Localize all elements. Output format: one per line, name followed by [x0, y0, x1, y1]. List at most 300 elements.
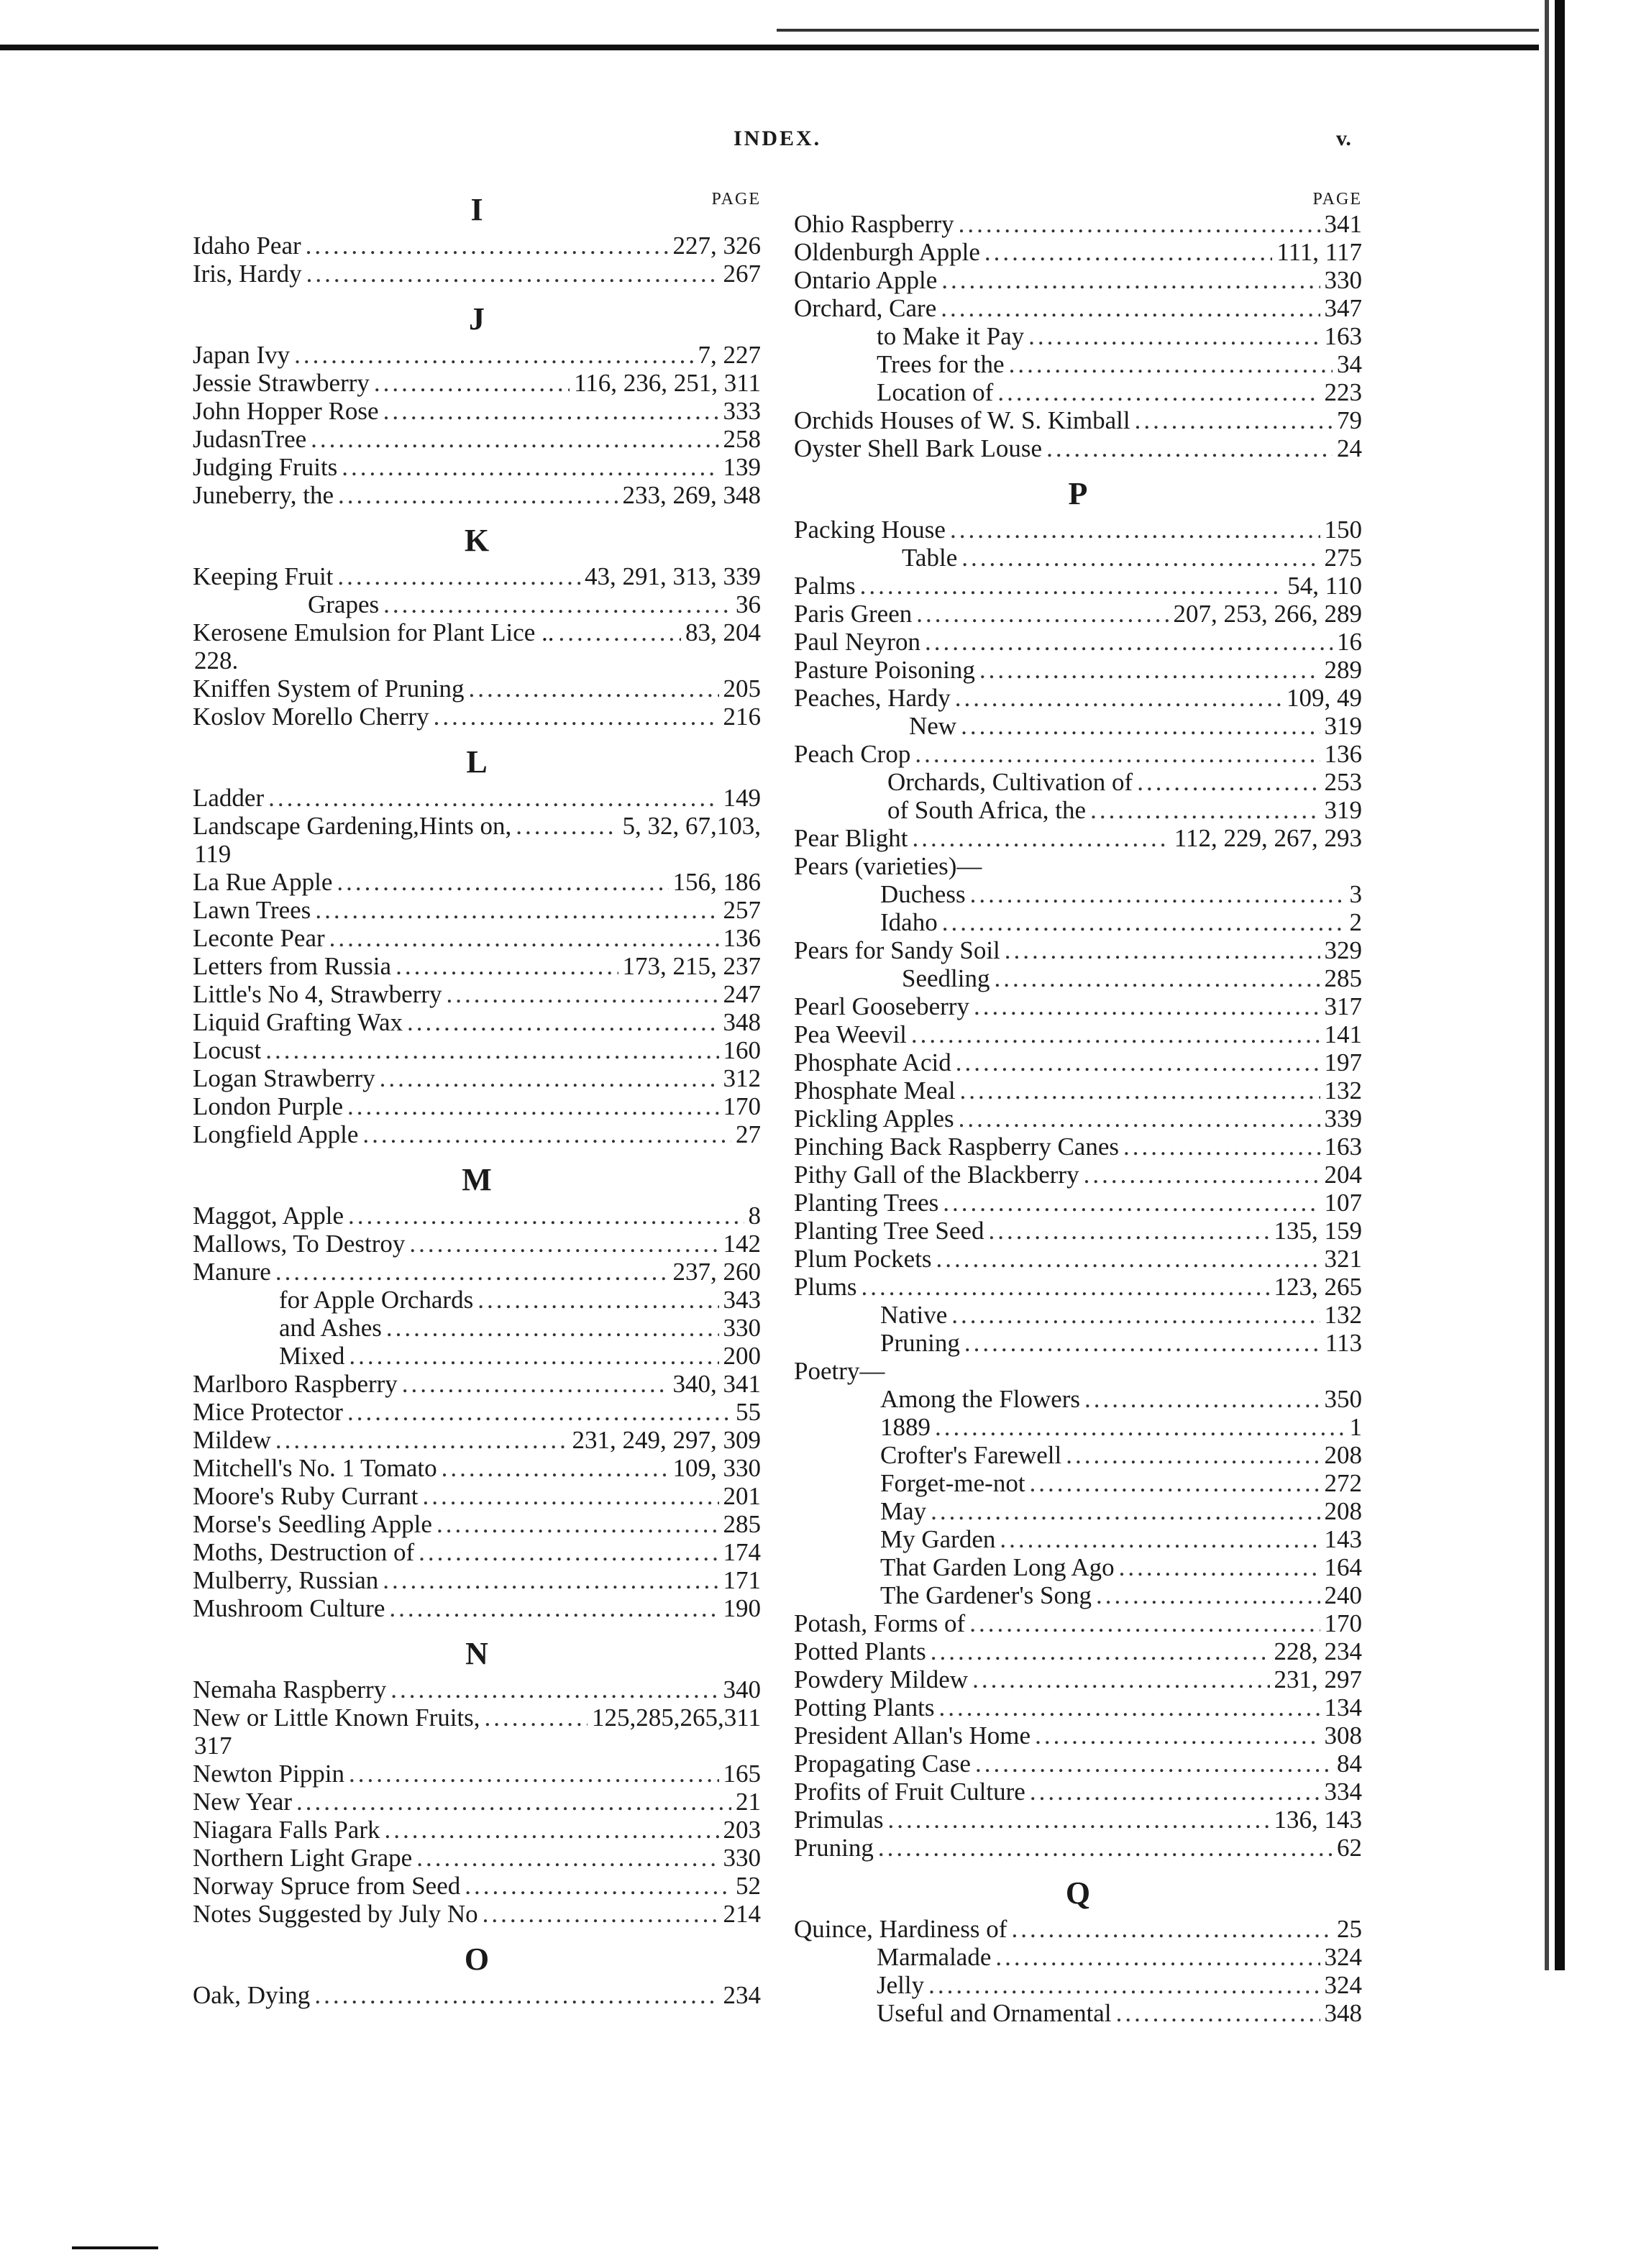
entry-pages: 107	[1324, 1189, 1362, 1217]
index-entry	[193, 1370, 761, 1398]
index-entry	[193, 1482, 761, 1510]
entry-pages: 125,285,265,311	[592, 1704, 761, 1732]
entry-name: New or Little Known Fruits,	[193, 1704, 480, 1732]
entry-name: Among the Flowers	[880, 1385, 1081, 1413]
section-letter: N	[465, 1636, 488, 1671]
leader-dots	[975, 1750, 1333, 1778]
entry-name: Pruning	[794, 1834, 874, 1862]
leader-dots	[887, 1806, 1269, 1834]
entry-name: and Ashes	[279, 1314, 382, 1342]
entry-name: Kniffen System of Pruning	[193, 675, 465, 703]
leader-dots	[915, 740, 1320, 768]
index-subentry	[193, 1314, 761, 1342]
entry-name: JudasnTree	[193, 425, 307, 453]
leader-dots	[390, 1675, 718, 1704]
entry-pages: 136	[1324, 740, 1362, 768]
index-subentry	[794, 1971, 1362, 1999]
entry-name: President Allan's Home	[794, 1721, 1031, 1750]
entry-pages: 156, 186	[672, 868, 761, 896]
index-entry	[794, 824, 1362, 852]
leader-dots	[423, 1482, 719, 1510]
leader-dots	[477, 1286, 718, 1314]
index-entry	[794, 1721, 1362, 1750]
entry-name: Letters from Russia	[193, 952, 392, 980]
index-subentry	[193, 590, 761, 618]
section-letter: M	[462, 1162, 492, 1197]
leader-dots	[384, 1816, 718, 1844]
entry-name: Morse's Seedling Apple	[193, 1510, 432, 1538]
entry-pages: 214	[723, 1900, 761, 1928]
entry-pages: 83, 204	[685, 618, 761, 646]
index-entry	[193, 1230, 761, 1258]
entry-name: Mice Protector	[193, 1398, 343, 1426]
section-letter: Q	[1065, 1875, 1091, 1911]
leader-dots	[931, 1497, 1320, 1525]
leader-dots	[265, 1036, 718, 1064]
entry-pages: 348	[1324, 1999, 1362, 2027]
entry-pages: 312	[723, 1064, 761, 1092]
index-subentry	[794, 1385, 1362, 1413]
entry-pages: 79	[1337, 406, 1362, 434]
leader-dots	[402, 1370, 669, 1398]
section-letter: O	[464, 1942, 490, 1977]
leader-dots	[1096, 1581, 1320, 1609]
leader-dots	[928, 1971, 1320, 1999]
entry-name: Pickling Apples	[794, 1105, 954, 1133]
entry-name: Plums	[794, 1273, 857, 1301]
index-subentry	[794, 768, 1362, 796]
entry-name: Pears for Sandy Soil	[794, 936, 1000, 964]
entry-pages: 204	[1324, 1161, 1362, 1189]
index-entry	[794, 1750, 1362, 1778]
entry-name: Idaho Pear	[193, 232, 301, 260]
entry-pages: 8	[748, 1202, 761, 1230]
entry-pages: 237, 260	[672, 1258, 761, 1286]
entry-pages: 150	[1324, 516, 1362, 544]
leader-dots	[969, 1609, 1320, 1637]
entry-name: Koslov Morello Cherry	[193, 703, 429, 731]
index-entry	[794, 434, 1362, 462]
leader-dots	[995, 1943, 1320, 1971]
index-entry	[193, 1202, 761, 1230]
entry-pages: 149	[723, 784, 761, 812]
entry-pages: 317	[1324, 992, 1362, 1020]
entry-pages: 136, 143	[1274, 1806, 1362, 1834]
entry-pages: 170	[1324, 1609, 1362, 1637]
index-subentry	[794, 1413, 1362, 1441]
entry-name: Grapes	[308, 590, 380, 618]
index-entry	[794, 628, 1362, 656]
entry-name: Primulas	[794, 1806, 884, 1834]
section-letter: K	[464, 523, 490, 558]
entry-pages: 319	[1324, 712, 1362, 740]
entry-name: Norway Spruce from Seed	[193, 1872, 461, 1900]
index-subentry	[794, 1497, 1362, 1525]
index-subentry	[794, 880, 1362, 908]
index-entry	[794, 238, 1362, 266]
entry-pages: 272	[1324, 1469, 1362, 1497]
entry-pages: 340, 341	[672, 1370, 761, 1398]
leader-dots	[275, 1426, 568, 1454]
index-entry	[193, 952, 761, 980]
entry-name: Moore's Ruby Currant	[193, 1482, 419, 1510]
entry-pages: 208	[1324, 1441, 1362, 1469]
index-entry	[193, 1258, 761, 1286]
entry-name: New Year	[193, 1788, 293, 1816]
entry-name: Moths, Destruction of	[193, 1538, 415, 1566]
entry-name: Table	[902, 544, 958, 572]
entry-name: Propagating Case	[794, 1750, 971, 1778]
entry-name: Pear Blight	[794, 824, 908, 852]
entry-name: Landscape Gardening,Hints on,	[193, 812, 512, 840]
entry-pages: 348	[723, 1008, 761, 1036]
leader-dots	[974, 992, 1320, 1020]
index-entry	[794, 1273, 1362, 1301]
leader-dots	[362, 1120, 731, 1148]
entry-name: Leconte Pear	[193, 924, 325, 952]
entry-name: Orchard, Care	[794, 294, 937, 322]
entry-name: Location of	[877, 378, 994, 406]
index-entry	[794, 1076, 1362, 1105]
entry-name: Oldenburgh Apple	[794, 238, 980, 266]
index-entry	[193, 1675, 761, 1704]
leader-dots	[275, 1258, 669, 1286]
entry-pages: 234	[723, 1981, 761, 2009]
leader-dots	[1030, 1778, 1320, 1806]
leader-dots	[447, 980, 719, 1008]
leader-dots	[483, 1900, 719, 1928]
entry-name: Pearl Gooseberry	[794, 992, 969, 1020]
entry-name: Nemaha Raspberry	[193, 1675, 387, 1704]
entry-pages: 227, 326	[672, 232, 761, 260]
entry-name: That Garden Long Ago	[880, 1553, 1115, 1581]
index-subentry	[794, 350, 1362, 378]
leader-dots	[437, 1510, 719, 1538]
entry-pages: 132	[1324, 1301, 1362, 1329]
index-entry	[193, 1008, 761, 1036]
index-subentry	[193, 1342, 761, 1370]
index-entry	[193, 1510, 761, 1538]
leader-dots	[337, 562, 580, 590]
entry-name: Phosphate Acid	[794, 1048, 951, 1076]
index-entry	[794, 1189, 1362, 1217]
leader-dots	[964, 1329, 1321, 1357]
entry-pages: 258	[723, 425, 761, 453]
index-subentry	[794, 1441, 1362, 1469]
entry-name: Packing House	[794, 516, 946, 544]
entry-name: Ontario Apple	[794, 266, 938, 294]
entry-name: Newton Pippin	[193, 1760, 344, 1788]
leader-dots	[337, 868, 668, 896]
index-entry	[794, 1778, 1362, 1806]
index-subentry	[794, 1999, 1362, 2027]
entry-pages: 62	[1337, 1834, 1362, 1862]
entry-pages: 231, 249, 297, 309	[572, 1426, 761, 1454]
leader-dots	[878, 1834, 1333, 1862]
entry-name: Ladder	[193, 784, 265, 812]
entry-pages: 163	[1324, 1133, 1362, 1161]
index-entry	[794, 936, 1362, 964]
entry-name: Potting Plants	[794, 1693, 935, 1721]
entry-name: Locust	[193, 1036, 262, 1064]
index-entry	[794, 684, 1362, 712]
leader-dots	[960, 1076, 1320, 1105]
leader-dots	[997, 378, 1320, 406]
leader-dots	[268, 784, 718, 812]
entry-pages: 142	[723, 1230, 761, 1258]
leader-dots	[315, 896, 718, 924]
entry-pages: 123, 265	[1274, 1273, 1362, 1301]
entry-pages: 136	[723, 924, 761, 952]
leader-dots	[419, 1538, 718, 1566]
entry-pages: 334	[1324, 1778, 1362, 1806]
entry-pages: 141	[1324, 1020, 1362, 1048]
leader-dots	[1030, 1469, 1320, 1497]
entry-pages: 201	[723, 1482, 761, 1510]
entry-continuation: 119	[194, 840, 232, 868]
entry-name: Peach Crop	[794, 740, 911, 768]
index-entry	[794, 1665, 1362, 1693]
leader-dots	[347, 1398, 731, 1426]
entry-pages: 84	[1337, 1750, 1362, 1778]
leader-dots	[979, 656, 1320, 684]
index-entry	[193, 1872, 761, 1900]
entry-pages: 333	[723, 397, 761, 425]
entry-pages: 24	[1337, 434, 1362, 462]
entry-name: Oak, Dying	[193, 1981, 311, 2009]
entry-name: Pruning	[880, 1329, 960, 1357]
entry-pages: 171	[723, 1566, 761, 1594]
index-heading: Poetry—	[794, 1357, 885, 1385]
leader-dots	[1084, 1385, 1320, 1413]
section-letter: I	[470, 192, 483, 227]
index-subentry	[794, 1581, 1362, 1609]
leader-dots	[294, 341, 693, 369]
entry-pages: 231, 297	[1274, 1665, 1362, 1693]
leader-dots	[1090, 796, 1320, 824]
leader-dots	[516, 812, 618, 840]
entry-pages: 190	[723, 1594, 761, 1622]
index-entry	[193, 481, 761, 509]
leader-dots	[935, 1413, 1345, 1441]
leader-dots	[1119, 1553, 1320, 1581]
entry-name: Mitchell's No. 1 Tomato	[193, 1454, 437, 1482]
leader-dots	[959, 1105, 1320, 1133]
entry-pages: 197	[1324, 1048, 1362, 1076]
leader-dots	[383, 590, 731, 618]
leader-dots	[1009, 350, 1333, 378]
index-entry	[193, 1981, 761, 2009]
index-subentry	[794, 1525, 1362, 1553]
index-entry	[193, 341, 761, 369]
index-entry	[794, 1915, 1362, 1943]
index-entry	[794, 992, 1362, 1020]
leader-dots	[862, 1273, 1270, 1301]
entry-pages: 321	[1324, 1245, 1362, 1273]
index-entry	[794, 1637, 1362, 1665]
index-entry	[193, 1120, 761, 1148]
leader-dots	[383, 397, 719, 425]
entry-name: May	[880, 1497, 927, 1525]
leader-dots	[941, 294, 1320, 322]
index-entry	[193, 1760, 761, 1788]
entry-pages: 16	[1337, 628, 1362, 656]
footer-mark	[72, 2246, 158, 2249]
index-subentry	[794, 796, 1362, 824]
entry-name: Kerosene Emulsion for Plant Lice ..	[193, 618, 554, 646]
leader-dots	[311, 425, 718, 453]
index-entry	[794, 1217, 1362, 1245]
leader-dots	[961, 544, 1320, 572]
index-subentry	[794, 1553, 1362, 1581]
entry-name: Oyster Shell Bark Louse	[794, 434, 1043, 462]
entry-name: Mulberry, Russian	[193, 1566, 379, 1594]
index-entry	[794, 1834, 1362, 1862]
entry-pages: 205	[723, 675, 761, 703]
leader-dots	[959, 210, 1320, 238]
entry-pages: 253	[1324, 768, 1362, 796]
entry-name: Pithy Gall of the Blackberry	[794, 1161, 1079, 1189]
entry-pages: 25	[1337, 1915, 1362, 1943]
index-entry	[193, 1398, 761, 1426]
leader-dots	[950, 516, 1320, 544]
index-subentry	[794, 1301, 1362, 1329]
index-entry	[193, 562, 761, 590]
entry-pages: 285	[723, 1510, 761, 1538]
entry-pages: 340	[723, 1675, 761, 1704]
index-entry	[193, 232, 761, 260]
leader-dots	[380, 1064, 719, 1092]
entry-name: Profits of Fruit Culture	[794, 1778, 1025, 1806]
leader-dots	[956, 1048, 1320, 1076]
index-entry	[794, 1161, 1362, 1189]
entry-pages: 52	[736, 1872, 761, 1900]
entry-name: Judging Fruits	[193, 453, 338, 481]
entry-pages: 330	[723, 1314, 761, 1342]
entry-pages: 240	[1324, 1581, 1362, 1609]
entry-pages: 160	[723, 1036, 761, 1064]
entry-pages: 208	[1324, 1497, 1362, 1525]
index-entry	[794, 572, 1362, 600]
entry-pages: 330	[1324, 266, 1362, 294]
leader-dots	[1028, 322, 1320, 350]
entry-name: Paris Green	[794, 600, 913, 628]
entry-name: My Garden	[880, 1525, 996, 1553]
index-entry	[193, 1064, 761, 1092]
leader-dots	[465, 1872, 731, 1900]
entry-name: Orchids Houses of W. S. Kimball	[794, 406, 1130, 434]
entry-pages: 339	[1324, 1105, 1362, 1133]
leader-dots	[984, 238, 1272, 266]
entry-name: Seedling	[902, 964, 990, 992]
index-entry	[794, 1245, 1362, 1273]
index-subentry	[794, 322, 1362, 350]
entry-pages: 135, 159	[1274, 1217, 1362, 1245]
entry-name: Little's No 4, Strawberry	[193, 980, 442, 1008]
entry-name: Phosphate Meal	[794, 1076, 956, 1105]
leader-dots	[314, 1981, 718, 2009]
leader-dots	[931, 1637, 1270, 1665]
entry-name: Forget-me-not	[880, 1469, 1025, 1497]
leader-dots	[1035, 1721, 1320, 1750]
entry-pages: 116, 236, 251, 311	[574, 369, 761, 397]
entry-name: Longfield Apple	[193, 1120, 359, 1148]
leader-dots	[434, 703, 719, 731]
entry-name: John Hopper Rose	[193, 397, 379, 425]
index-entry	[193, 784, 761, 812]
leader-dots	[916, 600, 1169, 628]
leader-dots	[1116, 1999, 1320, 2027]
entry-name: Paul Neyron	[794, 628, 920, 656]
entry-name: Jelly	[877, 1971, 925, 1999]
entry-name: Idaho	[880, 908, 938, 936]
index-entry	[794, 1133, 1362, 1161]
entry-pages: 132	[1324, 1076, 1362, 1105]
index-entry	[794, 1020, 1362, 1048]
leader-dots	[374, 369, 570, 397]
entry-pages: 3	[1349, 880, 1362, 908]
entry-pages: 165	[723, 1760, 761, 1788]
entry-name: Maggot, Apple	[193, 1202, 344, 1230]
binding-edge	[1555, 0, 1565, 1970]
entry-continuation: 317	[194, 1732, 232, 1760]
entry-pages: 223	[1324, 378, 1362, 406]
entry-pages: 163	[1324, 322, 1362, 350]
index-entry	[193, 1816, 761, 1844]
index-subentry	[794, 964, 1362, 992]
leader-dots	[938, 1693, 1320, 1721]
entry-pages: 308	[1324, 1721, 1362, 1750]
entry-pages: 275	[1324, 544, 1362, 572]
index-subentry	[794, 378, 1362, 406]
index-entry	[794, 1048, 1362, 1076]
entry-name: Quince, Hardiness of	[794, 1915, 1007, 1943]
entry-name: Northern Light Grape	[193, 1844, 413, 1872]
index-entry	[794, 406, 1362, 434]
index-entry	[794, 656, 1362, 684]
index-subentry	[193, 1286, 761, 1314]
leader-dots	[469, 675, 719, 703]
section-letter: P	[1068, 476, 1088, 511]
index-entry	[794, 600, 1362, 628]
index-subentry	[794, 544, 1362, 572]
entry-pages: 173, 215, 237	[622, 952, 761, 980]
entry-name: Mushroom Culture	[193, 1594, 385, 1622]
entry-name: Notes Suggested by July No	[193, 1900, 478, 1928]
leader-dots	[306, 232, 669, 260]
entry-pages: 170	[723, 1092, 761, 1120]
index-entry	[193, 453, 761, 481]
index-entry	[193, 1594, 761, 1622]
entry-name: New	[909, 712, 957, 740]
leader-dots	[349, 1760, 719, 1788]
index-entry	[794, 1693, 1362, 1721]
index-subentry	[794, 1329, 1362, 1357]
index-subentry	[794, 1469, 1362, 1497]
index-entry	[193, 425, 761, 453]
entry-pages: 113	[1325, 1329, 1362, 1357]
page-column-label: PAGE	[711, 190, 761, 209]
entry-pages: 207, 253, 266, 289	[1173, 600, 1362, 628]
leader-dots	[347, 1092, 718, 1120]
entry-pages: 285	[1324, 964, 1362, 992]
leader-dots	[485, 1704, 588, 1732]
entry-pages: 324	[1324, 1971, 1362, 1999]
entry-name: Ohio Raspberry	[794, 210, 954, 238]
leader-dots	[941, 266, 1320, 294]
entry-name: Lawn Trees	[193, 896, 311, 924]
entry-pages: 36	[736, 590, 761, 618]
